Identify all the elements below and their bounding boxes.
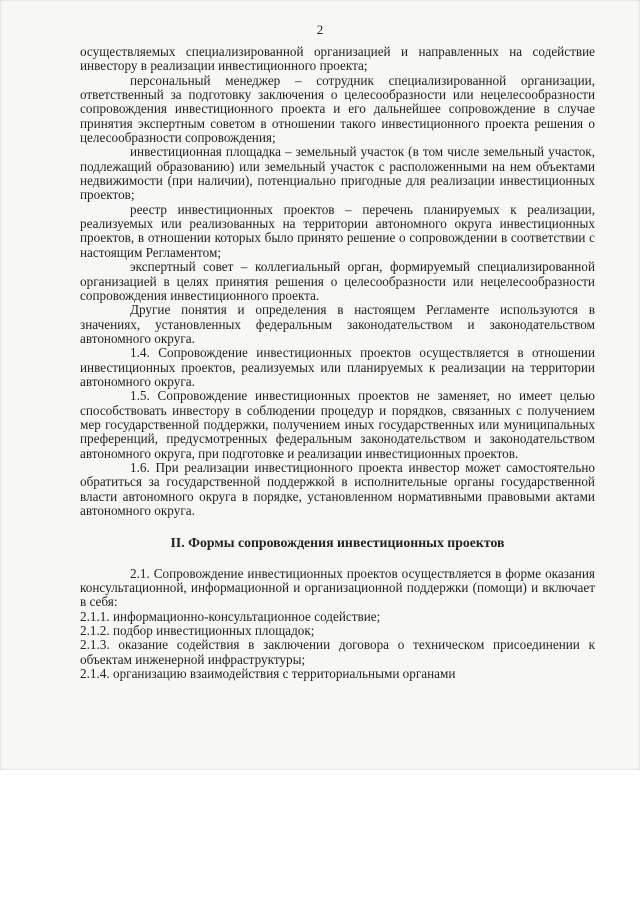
paragraph: 1.4. Сопровождение инвестиционных проектов осуществляется в отношении инвестиционных проектов, реализуемых или планируемых к реализации на территории автономного округа. [80,345,595,389]
paragraph: экспертный совет – коллегиальный орган, формируемый специализированной организацией в целях принятия решения о целесообразности или нецелесообразности сопровождения инвестиционного проекта. [80,259,595,303]
paragraph: персональный менеджер – сотрудник специализированной организации, ответственный за подготовку заключения о целесообразности или нецелесообразности сопровождения инвестиционного проекта и его дальнейшее сопровождение в случае принятия экспертным советом в отношении такого инвестиционного проекта решения о целесообразности сопровождения; [80,72,595,146]
list-item: 2.1.2. подбор инвестиционных площадок; [80,623,315,639]
list-item: 2.1.4. организацию взаимодействия с территориальными органами [80,666,456,682]
paragraph: осуществляемых специализированной организацией и направленных на содействие инвестору в реализации инвестиционного проекта; [80,44,595,74]
document-body [80,45,595,681]
paragraph: Другие понятия и определения в настоящем Регламенте используются в значениях, установленных федеральным законодательством и законодательством автономного округа. [80,302,595,346]
paragraph: реестр инвестиционных проектов – перечень планируемых к реализации, реализуемых или реализованных на территории автономного округа инвестиционных проектов, в отношении которых было принято решение о сопровождении в соответствии с настоящим Регламентом; [80,201,595,260]
paragraph: 2.1. Сопровождение инвестиционных проектов осуществляется в форме оказания консультационной, информационной и организационной поддержки (помощи) и включает в себя: [80,565,595,610]
page-number: 2 [316,22,324,37]
paragraph: инвестиционная площадка – земельный участок (в том числе земельный участок, подлежащий образованию) или земельный участок с расположенными на нем объектами недвижимости (при наличии), потенциально пригодные для реализации инвестиционных проектов; [80,144,595,203]
paragraph: 1.6. При реализации инвестиционного проекта инвестор может самостоятельно обратиться за государственной поддержкой в исполнительные органы государственной власти автономного округа в порядке, установленном нормативными правовыми актами автономного округа. [80,459,595,518]
section-heading: II. Формы сопровождения инвестиционных проектов [170,535,505,551]
list-item: 2.1.3. оказание содействия в заключении договора о техническом присоединении к объектам инженерной инфраструктуры; [80,637,595,667]
paragraph: 1.5. Сопровождение инвестиционных проектов не заменяет, но имеет целью способствовать инвестору в соблюдении процедур и порядков, связанных с получением мер государственной поддержки, получением иных государственных или муниципальных преференций, предусмотренных федеральным законодательством и законодательством автономного округа, при подготовке и реализации инвестиционных проектов. [80,388,595,461]
list-item: 2.1.1. информационно-консультационное содействие; [80,608,381,624]
